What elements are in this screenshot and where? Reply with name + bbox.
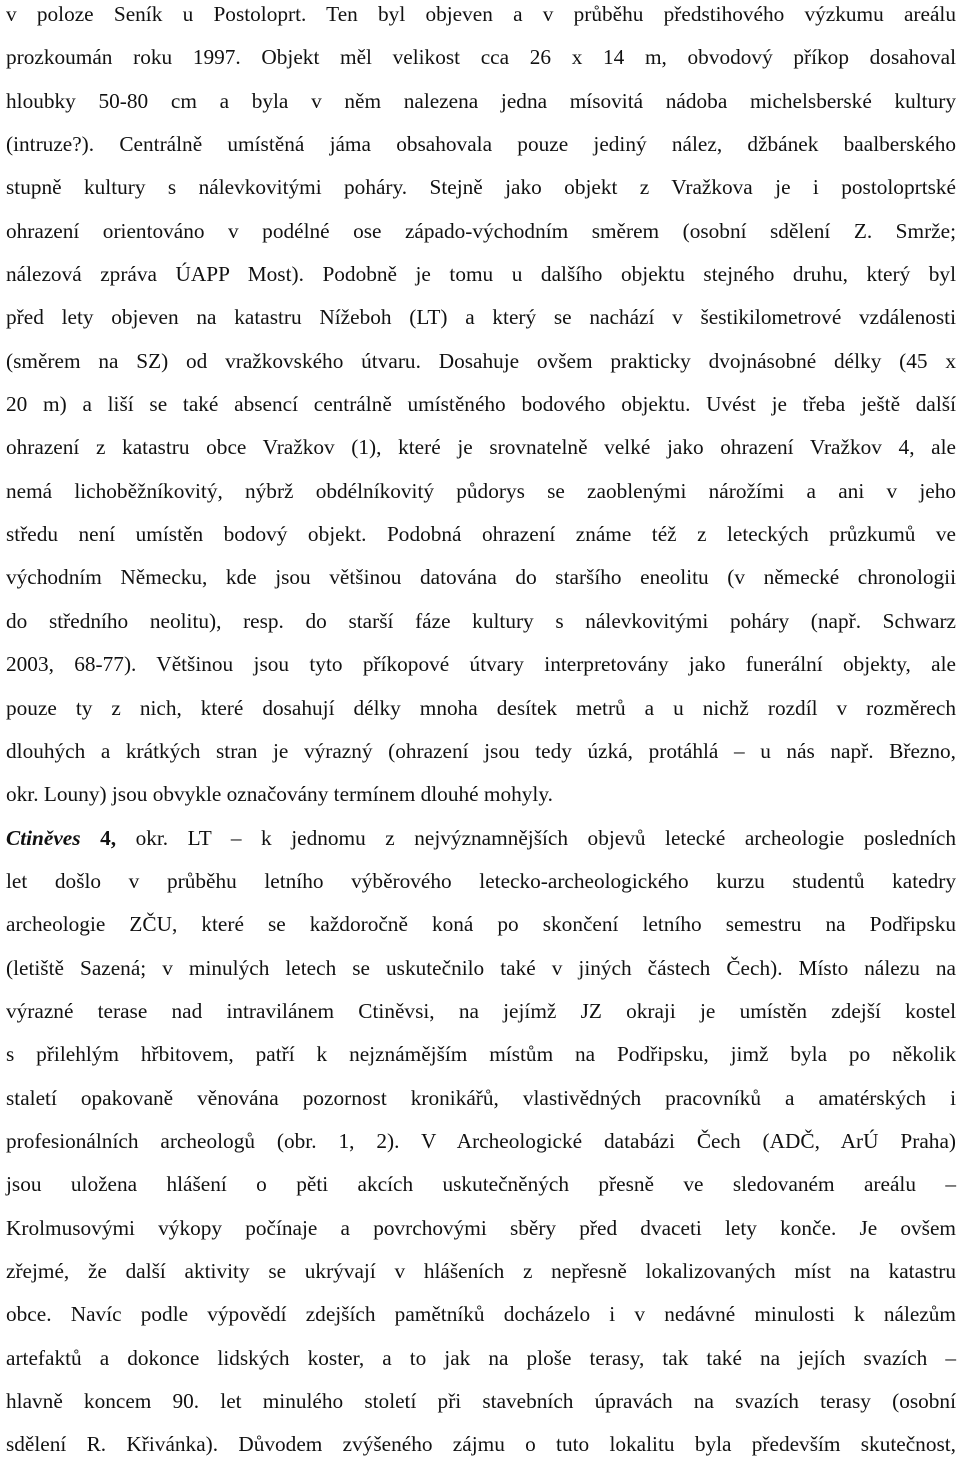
text-line: před lety objeven na katastru Nížeboh (LT) a který se nachází v šestikilometrové vzdálenosti — [6, 305, 956, 330]
heading-number: 4, — [100, 825, 117, 850]
text-line: nálezová zpráva ÚAPP Most). Podobně je tomu u dalšího objektu stejného druhu, který byl — [6, 262, 956, 287]
paragraph-1 — [6, 0, 956, 817]
text-line: 2003, 68-77). Většinou jsou tyto příkopové útvary interpretovány jako funerální objekty, ale — [6, 652, 956, 677]
text-line: ohrazení orientováno v podélné ose západo-východním směrem (osobní sdělení Z. Smrže; — [6, 218, 956, 243]
text-line: 20 m) a liší se také absencí centrálně umístěného bodového objektu. Uvést je třeba ještě další — [6, 392, 956, 417]
text-line: zřejmé, že další aktivity se ukrývají v hlášeních z nepřesně lokalizovaných míst na katastru — [6, 1258, 956, 1283]
text-line: sdělení R. Křivánka). Důvodem zvýšeného zájmu o tuto lokalitu byla především skutečnost, — [6, 1432, 956, 1457]
text-line: okr. Louny) jsou obvykle označovány termínem dlouhé mohyly. — [6, 782, 553, 807]
text-line: jsou uložena hlášení o pěti akcích uskutečněných přesně ve sledovaném areálu – — [6, 1172, 956, 1197]
text-line: v poloze Seník u Postoloprt. Ten byl objeven a v průběhu předstihového výzkumu areálu — [6, 2, 956, 26]
text-line: ohrazení z katastru obce Vražkov (1), které je srovnatelně velké jako ohrazení Vražkov 4, ale — [6, 435, 956, 460]
text-line: staletí opakovaně věnována pozornost kronikářů, vlastivědných pracovníků a amatérských i — [6, 1085, 956, 1110]
paragraph-2 — [6, 817, 956, 1467]
text-line: nemá lichoběžníkovitý, nýbrž obdélníkovitý půdorys se zaoblenými nárožími a ani v jeho — [6, 478, 956, 503]
text-line: východním Německu, kde jsou většinou datována do staršího eneolitu (v německé chronologii — [6, 565, 956, 590]
text-line: (směrem na SZ) od vražkovského útvaru. Dosahuje ovšem prakticky dvojnásobné délky (45 x — [6, 348, 956, 373]
text-line: profesionálních archeologů (obr. 1, 2). V Archeologické databázi Čech (ADČ, ArÚ Praha) — [6, 1128, 956, 1153]
text-line: artefaktů a dokonce lidských koster, a to jak na ploše terasy, tak také na jejích svazích – — [6, 1345, 956, 1370]
text-line: prozkoumán roku 1997. Objekt měl velikost cca 26 x 14 m, obvodový příkop dosahoval — [6, 45, 956, 70]
text-line: Krolmusovými výkopy počínaje a povrchovými sběry před dvaceti lety konče. Je ovšem — [6, 1215, 956, 1240]
text-line: archeologie ZČU, které se každoročně koná po skončení letního semestru na Podřipsku — [6, 912, 956, 937]
text-line: (intruze?). Centrálně umístěná jáma obsahovala pouze jediný nález, džbánek baalberského — [6, 132, 956, 157]
text-line: stupně kultury s nálevkovitými poháry. Stejně jako objekt z Vražkova je i postoloprtské — [6, 175, 956, 200]
paragraph-heading-line — [6, 817, 956, 860]
text-line: obce. Navíc podle výpovědí zdejších pamětníků docházelo i v nedávné minulosti k nálezům — [6, 1302, 956, 1327]
text-line: do středního neolitu), resp. do starší fáze kultury s nálevkovitými poháry (např. Schwarz — [6, 608, 956, 633]
heading-place-name: Ctiněves — [6, 825, 81, 850]
text-line: let došlo v průběhu letního výběrového letecko-archeologického kurzu studentů katedry — [6, 868, 956, 893]
text-line: středu není umístěn bodový objekt. Podobná ohrazení známe též z leteckých průzkumů ve — [6, 522, 956, 547]
text-line: (letiště Sazená; v minulých letech se uskutečnilo také v jiných částech Čech). Místo nálezu na — [6, 955, 956, 980]
text-line: hloubky 50-80 cm a byla v něm nalezena jedna mísovitá nádoba michelsberské kultury — [6, 88, 956, 113]
text-line: výrazné terase nad intravilánem Ctiněvsi, na jejímž JZ okraji je umístěn zdejší kostel — [6, 998, 956, 1023]
text-line: hlavně koncem 90. let minulého století při stavebních úpravách na svazích terasy (osobní — [6, 1389, 956, 1413]
heading-line-rest: okr. LT – k jednomu z nejvýznamnějších objevů letecké archeologie posledních — [135, 825, 956, 850]
text-line: dlouhých a krátkých stran je výrazný (ohrazení jsou tedy úzká, protáhlá – u nás např. Březno, — [6, 738, 956, 763]
document-page — [6, 0, 956, 1467]
text-line: s přilehlým hřbitovem, patří k nejznámějším místům na Podřipsku, jimž byla po několik — [6, 1042, 956, 1067]
text-line: pouze ty z nich, které dosahují délky mnoha desítek metrů a u nichž rozdíl v rozměrech — [6, 695, 956, 720]
